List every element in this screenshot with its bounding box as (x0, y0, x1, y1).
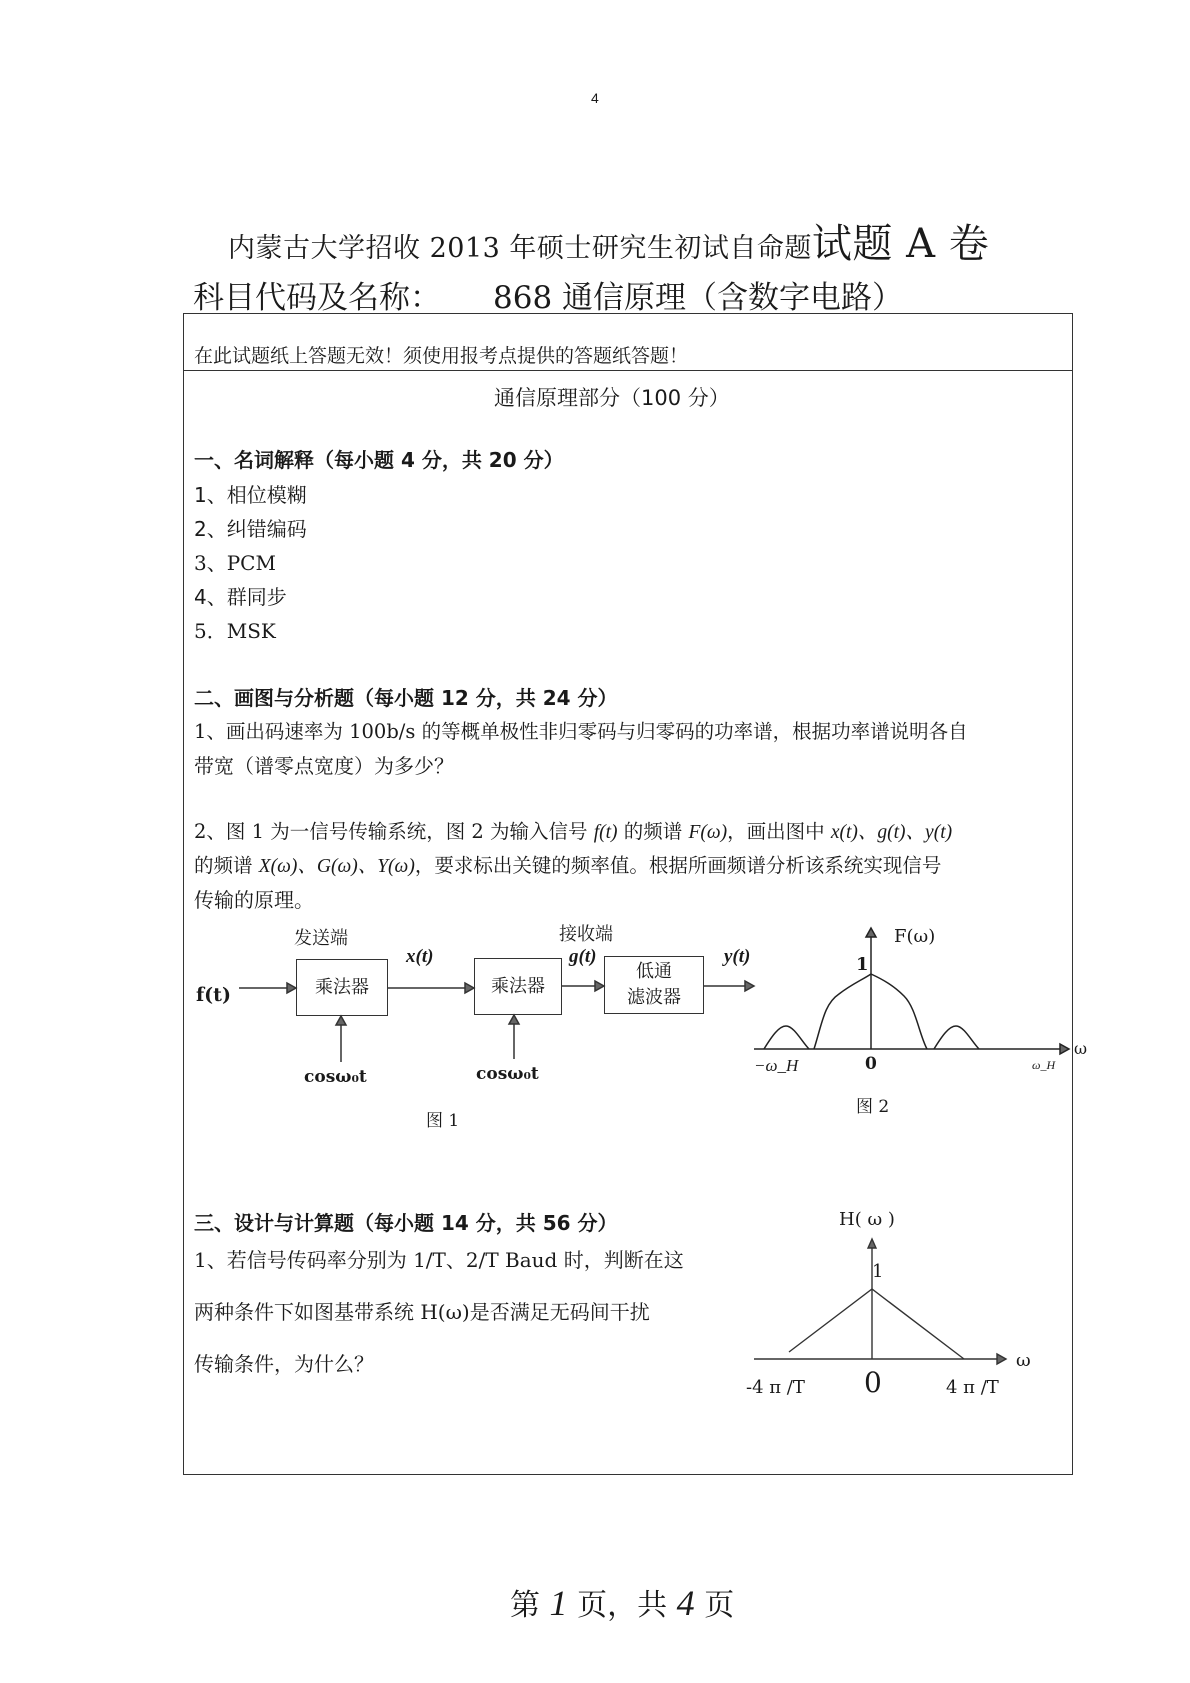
exam-title-suffix: 试题 A 卷 (811, 221, 990, 267)
term-item: 5．MSK (194, 619, 276, 643)
fig3-peak-label: 1 (872, 1261, 884, 1282)
footer-current-page: 1 (549, 1583, 568, 1623)
fig1-carrier-1: cosω₀t (304, 1067, 367, 1087)
term-item: 4、群同步 (194, 585, 287, 609)
math-Fw: F(ω) (688, 822, 728, 843)
s2-q2-line3: 传输的原理。 (194, 888, 314, 912)
s2-q2-line2 (194, 850, 941, 878)
s3-q1-line2: 两种条件下如图基带系统 H(ω)是否满足无码间干扰 (194, 1300, 650, 1324)
notice-row (184, 314, 1072, 371)
fig2-ylabel: F(ω) (894, 926, 936, 947)
fig1-carrier-2: cosω₀t (476, 1064, 539, 1084)
fig1-rx-label: 接收端 (559, 924, 613, 945)
fig2-left-label: −ω_H (754, 1056, 799, 1075)
part-title: 通信原理部分（100 分） (494, 386, 730, 410)
fig2-xlabel: ω (1074, 1039, 1088, 1058)
fig3-left-label: -4 π /T (746, 1377, 805, 1398)
fig2-origin-label: 0 (865, 1054, 877, 1074)
footer-middle: 页，共 (577, 1588, 668, 1623)
fig2-right-label: ω_H (1032, 1058, 1056, 1072)
exam-title-prefix: 内蒙古大学招收 2013 年硕士研究生初试自命题 (228, 233, 812, 264)
s3-q1-line1: 1、若信号传码率分别为 1/T、2/T Baud 时，判断在这 (194, 1248, 684, 1272)
term-item: 2、纠错编码 (194, 517, 307, 541)
exam-frame (183, 313, 1088, 1475)
fig3-xlabel: ω (1016, 1350, 1031, 1371)
s2-q2-line1 (194, 816, 952, 844)
section2-heading: 二、画图与分析题（每小题 12 分，共 24 分） (194, 686, 618, 710)
footer-suffix: 页 (704, 1588, 735, 1623)
text: ，画出图中 (727, 820, 831, 843)
math-signals: x(t)、g(t)、y(t) (830, 822, 953, 843)
page-marker: 4 (591, 90, 599, 106)
lpf-line2: 滤波器 (627, 987, 681, 1008)
section1-heading: 一、名词解释（每小题 4 分，共 20 分） (194, 448, 564, 472)
footer-prefix: 第 (510, 1588, 540, 1623)
multiplier-box-2: 乘法器 (474, 958, 562, 1015)
s2-q1-line1: 1、画出码速率为 100b/s 的等概单极性非归零码与归零码的功率谱，根据功率谱说明各自 (194, 720, 968, 743)
text: 的频谱 (194, 854, 259, 877)
fig2-peak-label: 1 (856, 954, 869, 975)
text: 2、图 1 为一信号传输系统，图 2 为输入信号 (194, 820, 594, 843)
fig1-input-label: f(t) (196, 984, 231, 1006)
subject-value: 868 通信原理（含数字电路） (493, 280, 904, 316)
page-footer (510, 1580, 734, 1624)
fig3-origin-label: 0 (864, 1366, 882, 1399)
subject-line (193, 272, 903, 317)
math-spectra: X(ω)、G(ω)、Y(ω) (258, 856, 415, 877)
fig1-y-label: y(t) (724, 946, 751, 967)
fig1-caption: 图 1 (426, 1111, 460, 1131)
s3-q1-line3: 传输条件，为什么？ (194, 1352, 374, 1376)
exam-title (228, 212, 989, 269)
s2-q1-line2: 带宽（谱零点宽度）为多少？ (194, 754, 454, 778)
fig3-right-label: 4 π /T (946, 1377, 999, 1398)
fig3-ylabel: H( ω ) (839, 1209, 895, 1230)
term-item: 1、相位模糊 (194, 483, 307, 507)
footer-total-pages: 4 (676, 1583, 695, 1623)
text: ，要求标出关键的频率值。根据所画频谱分析该系统实现信号 (414, 854, 942, 877)
math-ft: f(t) (593, 822, 618, 843)
term-item: 3、PCM (194, 551, 276, 575)
fig1-g-label: g(t) (569, 946, 597, 967)
text: 的频谱 (617, 820, 689, 843)
subject-label: 科目代码及名称： (193, 280, 441, 316)
section3-heading: 三、设计与计算题（每小题 14 分，共 56 分） (194, 1211, 618, 1235)
multiplier-box-1: 乘法器 (296, 959, 388, 1016)
fig2-caption: 图 2 (856, 1097, 890, 1117)
notice-text: 在此试题纸上答题无效！须使用报考点提供的答题纸答题！ (194, 345, 689, 367)
fig1-x-label: x(t) (406, 946, 434, 967)
fig1-tx-label: 发送端 (294, 928, 348, 949)
lpf-line1: 低通 (636, 961, 672, 982)
